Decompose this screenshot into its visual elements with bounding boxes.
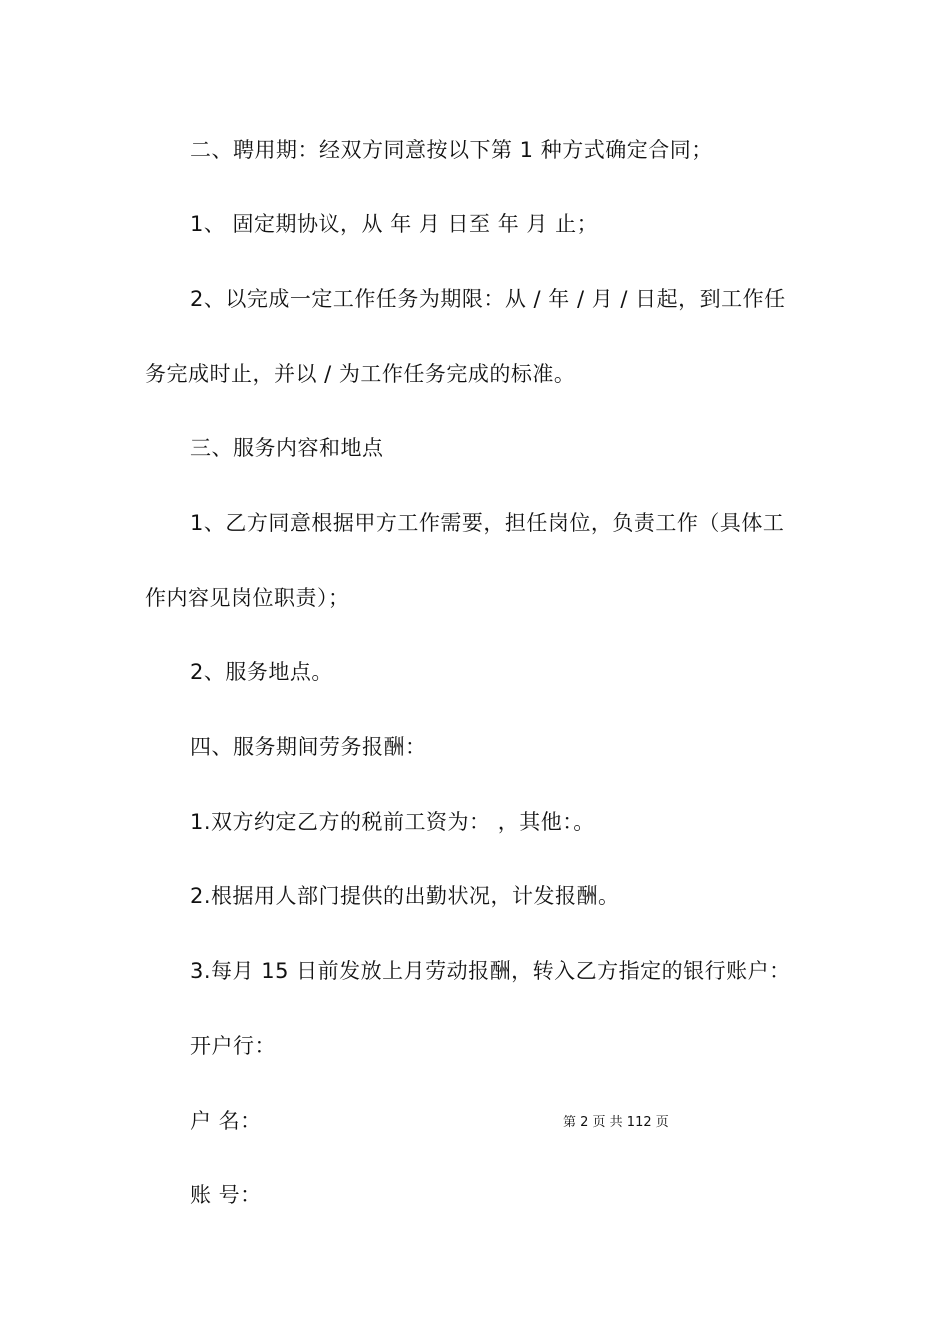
clause-2-option-1: 1、 固定期协议，从 年 月 日至 年 月 止； bbox=[190, 212, 599, 236]
clause-4-item-1: 1.双方约定乙方的税前工资为： ，其他：。 bbox=[190, 810, 595, 834]
clause-3-heading: 三、服务内容和地点 bbox=[190, 436, 384, 460]
clause-3-item-1: 1、乙方同意根据甲方工作需要，担任岗位，负责工作（具体工 bbox=[190, 511, 785, 535]
clause-4-item-2: 2.根据用人部门提供的出勤状况，计发报酬。 bbox=[190, 884, 620, 908]
clause-4-heading: 四、服务期间劳务报酬： bbox=[190, 735, 427, 759]
bank-name-label: 开户行： bbox=[190, 1034, 276, 1058]
account-number-label: 账 号： bbox=[190, 1183, 262, 1207]
clause-2-option-2-continued: 务完成时止，并以 / 为工作任务完成的标准。 bbox=[145, 362, 576, 386]
clause-3-item-2: 2、服务地点。 bbox=[190, 660, 333, 684]
account-holder-label: 户 名： bbox=[190, 1109, 262, 1133]
clause-3-item-1-continued: 作内容见岗位职责）； bbox=[145, 586, 350, 610]
clause-4-item-3: 3.每月 15 日前发放上月劳动报酬，转入乙方指定的银行账户： bbox=[190, 959, 791, 983]
clause-2-heading: 二、聘用期：经双方同意按以下第 1 种方式确定合同； bbox=[190, 138, 713, 162]
page-number-footer: 第 2 页 共 112 页 bbox=[563, 1115, 669, 1130]
clause-2-option-2: 2、以完成一定工作任务为期限：从 / 年 / 月 / 日起，到工作任 bbox=[190, 287, 786, 311]
